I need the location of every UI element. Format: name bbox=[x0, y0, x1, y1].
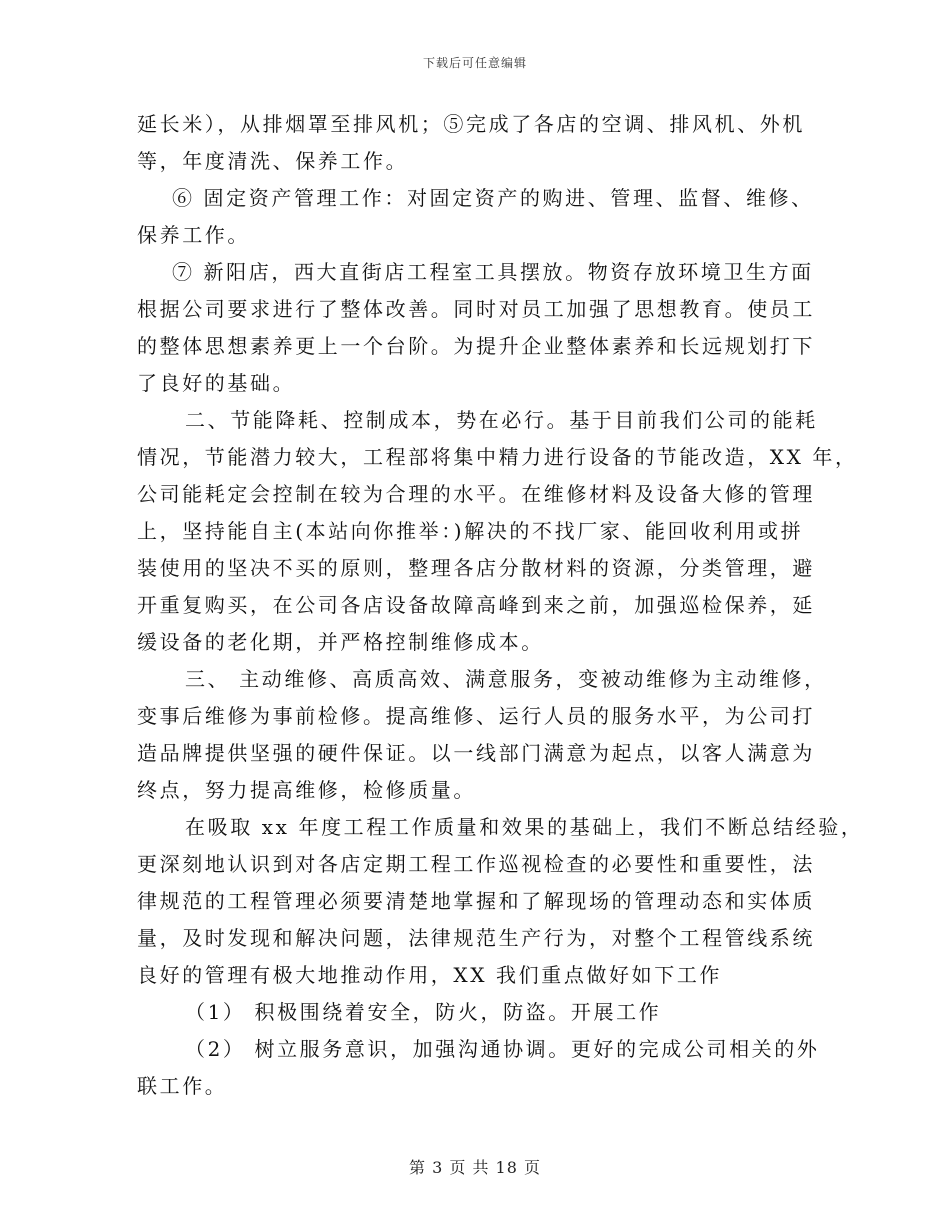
text-line: 等，年度清洗、保养工作。 bbox=[137, 149, 409, 173]
text-line: 律规范的工程管理必须要清楚地掌握和了解现场的管理动态和实体质 bbox=[137, 889, 815, 913]
page-header: 下载后可任意编辑 bbox=[422, 56, 527, 70]
text-line: ⑥ 固定资产管理工作：对固定资产的购进、管理、监督、维修、 bbox=[172, 186, 814, 210]
text-line: 缓设备的老化期，并严格控制维修成本。 bbox=[137, 630, 544, 654]
text-line: 根据公司要求进行了整体改善。同时对员工加强了思想教育。使员工 bbox=[137, 297, 815, 321]
document-body bbox=[137, 106, 864, 1105]
text-line: 三、 主动维修、高质高效、满意服务，变被动维修为主动维修， bbox=[185, 667, 827, 691]
text-line: 了良好的基础。 bbox=[137, 371, 296, 395]
text-line: 开重复购买，在公司各店设备故障高峰到来之前，加强巡检保养，延 bbox=[137, 593, 815, 617]
text-line: 量，及时发现和解决问题，法律规范生产行为，对整个工程管线系统 bbox=[137, 926, 815, 950]
text-line: 的整体思想素养更上一个台阶。为提升企业整体素养和长远规划打下 bbox=[137, 334, 815, 358]
text-line: 终点，努力提高维修，检修质量。 bbox=[137, 778, 476, 802]
page-number-footer: 第 3 页 共 18 页 bbox=[409, 1158, 541, 1177]
text-line: （2） 树立服务意识，加强沟通协调。更好的完成公司相关的外 bbox=[185, 1037, 820, 1061]
text-line: ⑦ 新阳店，西大直街店工程室工具摆放。物资存放环境卫生方面 bbox=[172, 260, 814, 284]
text-line: 造品牌提供坚强的硬件保证。以一线部门满意为起点，以客人满意为 bbox=[137, 741, 815, 765]
text-line: 联工作。 bbox=[137, 1074, 228, 1098]
text-line: 保养工作。 bbox=[137, 223, 250, 247]
text-line: 公司能耗定会控制在较为合理的水平。在维修材料及设备大修的管理 bbox=[137, 482, 815, 506]
text-line: 在吸取 xx 年度工程工作质量和效果的基础上，我们不断总结经验， bbox=[185, 815, 864, 839]
text-line: 变事后维修为事前检修。提高维修、运行人员的服务水平，为公司打 bbox=[137, 704, 815, 728]
text-line: （1） 积极围绕着安全，防火，防盗。开展工作 bbox=[185, 1000, 662, 1024]
text-line: 更深刻地认识到对各店定期工程工作巡视检查的必要性和重要性，法 bbox=[137, 852, 815, 876]
text-line: 装使用的坚决不买的原则，整理各店分散材料的资源，分类管理，避 bbox=[137, 556, 815, 580]
text-line: 二、节能降耗、控制成本，势在必行。基于目前我们公司的能耗 bbox=[185, 408, 818, 432]
text-line: 延长米），从排烟罩至排风机；⑤完成了各店的空调、排风机、外机 bbox=[137, 112, 805, 136]
text-line: 良好的管理有极大地推动作用，XX 我们重点做好如下工作 bbox=[137, 963, 723, 987]
text-line: 情况，节能潜力较大，工程部将集中精力进行设备的节能改造，XX 年， bbox=[137, 445, 858, 469]
text-line: 上，坚持能自主(本站向你推举：)解决的不找厂家、能回收利用或拼 bbox=[137, 519, 804, 543]
